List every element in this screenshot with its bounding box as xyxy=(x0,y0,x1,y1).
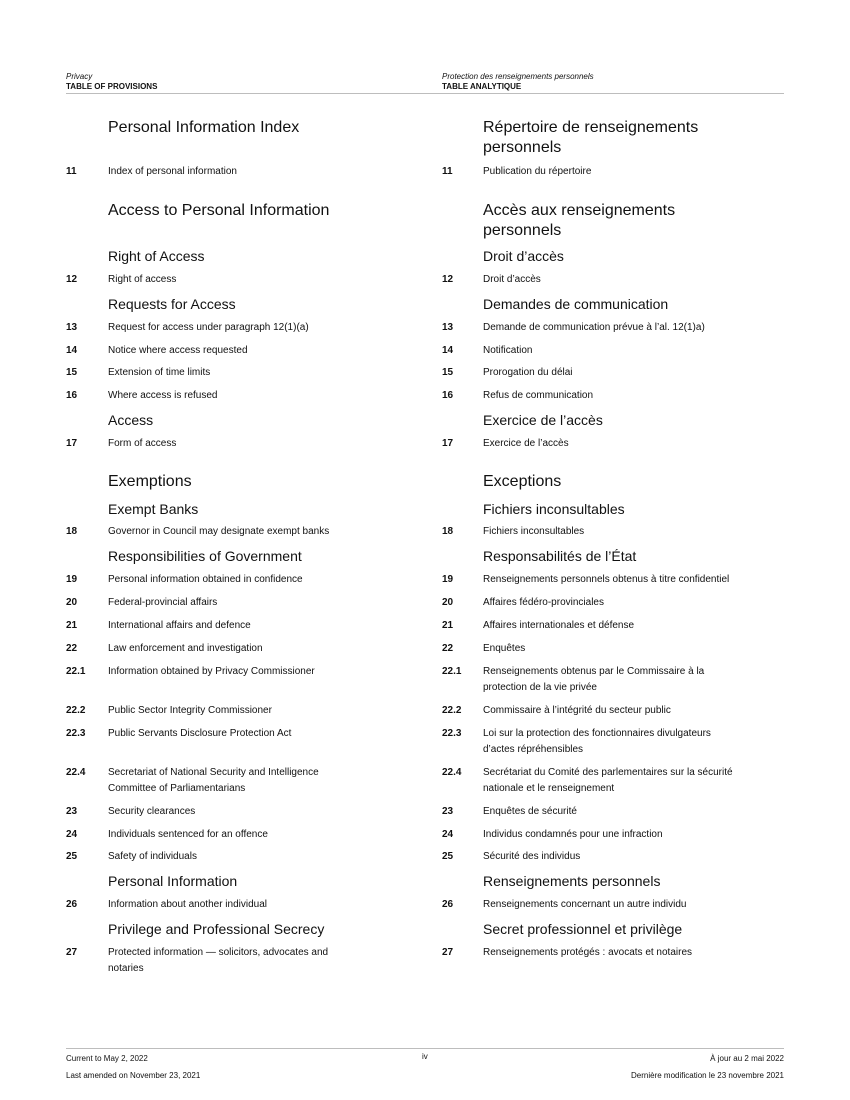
section-number: 18 xyxy=(66,526,78,537)
section-link[interactable]: Public Servants Disclosure Protection Act xyxy=(108,728,292,739)
section-link[interactable]: Affaires fédéro-provinciales xyxy=(483,597,604,608)
section-number: 14 xyxy=(66,345,78,356)
section-number: 22.4 xyxy=(442,767,462,778)
section-link[interactable] xyxy=(483,765,733,796)
section-number: 23 xyxy=(66,806,78,817)
section-number: 22.2 xyxy=(66,705,86,716)
section-link[interactable]: Enquêtes xyxy=(483,643,526,654)
section-link[interactable]: Notification xyxy=(483,345,533,356)
section-link[interactable]: Fichiers inconsultables xyxy=(483,526,585,537)
section-link[interactable]: Demande de communication prévue à l’al. 12(1)a) xyxy=(483,322,705,333)
heading-line: Accès aux renseignements xyxy=(483,202,676,219)
section-number: 20 xyxy=(66,597,78,608)
subheading-droit-d-acces: Droit d’accès xyxy=(483,248,564,264)
section-number: 22.3 xyxy=(66,728,86,739)
section-link[interactable]: Safety of individuals xyxy=(108,851,197,862)
footer-last-amended: Last amended on November 23, 2021 xyxy=(66,1071,201,1080)
section-number: 24 xyxy=(442,829,454,840)
header-section-title-fr: TABLE ANALYTIQUE xyxy=(442,82,522,91)
section-number: 25 xyxy=(66,851,78,862)
section-link-line: notaries xyxy=(108,962,144,974)
heading-line: Répertoire de renseignements xyxy=(483,119,699,136)
section-number: 24 xyxy=(66,829,78,840)
section-number: 12 xyxy=(442,274,454,285)
section-link-line: Renseignements obtenus par le Commissaire à la xyxy=(483,666,705,677)
section-number: 23 xyxy=(442,806,454,817)
section-number: 15 xyxy=(442,367,454,378)
subheading-demandes-de-communication: Demandes de communication xyxy=(483,296,669,312)
section-number: 18 xyxy=(442,526,454,537)
section-link[interactable] xyxy=(483,726,711,757)
section-link-line: Loi sur la protection des fonctionnaires divulgateurs xyxy=(483,728,711,739)
heading-acces-aux-renseignements xyxy=(483,201,675,241)
page-number: iv xyxy=(422,1052,428,1061)
section-link-line: d’actes répréhensibles xyxy=(483,743,584,755)
section-link[interactable]: Commissaire à l’intégrité du secteur public xyxy=(483,705,671,716)
section-link-line: Secretariat of National Security and Intelligence xyxy=(108,767,319,778)
section-link[interactable]: Individus condamnés pour une infraction xyxy=(483,829,663,840)
section-number: 22 xyxy=(66,643,78,654)
section-link[interactable]: Renseignements personnels obtenus à titre confidentiel xyxy=(483,574,730,585)
section-number: 26 xyxy=(66,899,78,910)
section-link[interactable]: Sécurité des individus xyxy=(483,851,581,862)
heading-access-to-personal-information: Access to Personal Information xyxy=(108,202,330,219)
section-link[interactable]: Law enforcement and investigation xyxy=(108,643,263,654)
section-link[interactable]: Information about another individual xyxy=(108,899,267,910)
subheading-fichiers-inconsultables: Fichiers inconsultables xyxy=(483,501,625,517)
header-act-title-fr: Protection des renseignements personnels xyxy=(442,72,594,81)
heading-personal-information-index: Personal Information Index xyxy=(108,119,300,136)
section-link[interactable]: Security clearances xyxy=(108,806,196,817)
section-link[interactable]: Right of access xyxy=(108,274,177,285)
section-number: 22 xyxy=(442,643,454,654)
section-number: 25 xyxy=(442,851,454,862)
section-number: 19 xyxy=(442,574,454,585)
section-number: 12 xyxy=(66,274,78,285)
section-link[interactable]: Public Sector Integrity Commissioner xyxy=(108,705,272,716)
section-number: 21 xyxy=(66,620,78,631)
section-link[interactable]: Notice where access requested xyxy=(108,345,248,356)
subheading-secret-professionnel: Secret professionnel et privilège xyxy=(483,921,683,937)
section-number: 16 xyxy=(442,390,454,401)
subheading-personal-information: Personal Information xyxy=(108,873,238,889)
section-link[interactable]: Renseignements protégés : avocats et notaires xyxy=(483,947,693,958)
section-number: 15 xyxy=(66,367,78,378)
section-link[interactable] xyxy=(483,664,704,695)
header-section-title: TABLE OF PROVISIONS xyxy=(66,82,158,91)
section-number: 26 xyxy=(442,899,454,910)
section-link-line: Protected information — solicitors, advocates and xyxy=(108,947,329,958)
subheading-responsabilites-de-l-etat: Responsabilités de l’État xyxy=(483,548,637,564)
subheading-privilege-and-professional-secrecy: Privilege and Professional Secrecy xyxy=(108,921,325,937)
subheading-requests-for-access: Requests for Access xyxy=(108,296,236,312)
section-number: 13 xyxy=(442,322,454,333)
heading-exemptions: Exemptions xyxy=(108,473,192,490)
heading-repertoire xyxy=(483,118,698,158)
section-number: 13 xyxy=(66,322,78,333)
section-link[interactable]: Affaires internationales et défense xyxy=(483,620,635,631)
section-number: 19 xyxy=(66,574,78,585)
section-number: 27 xyxy=(442,947,454,958)
section-link[interactable]: Renseignements concernant un autre individu xyxy=(483,899,687,910)
section-number: 22.3 xyxy=(442,728,462,739)
section-number: 22.4 xyxy=(66,767,86,778)
section-link[interactable]: Publication du répertoire xyxy=(483,166,592,177)
footer-current-to-fr: À jour au 2 mai 2022 xyxy=(710,1054,784,1063)
section-link[interactable]: Extension of time limits xyxy=(108,367,211,378)
section-number: 21 xyxy=(442,620,454,631)
section-number: 22.1 xyxy=(442,666,462,677)
section-number: 17 xyxy=(442,438,454,449)
section-link-line: Committee of Parliamentarians xyxy=(108,782,246,794)
subheading-exercice-de-l-acces: Exercice de l’accès xyxy=(483,412,603,428)
section-number: 22.2 xyxy=(442,705,462,716)
heading-exceptions: Exceptions xyxy=(483,473,562,490)
section-number: 14 xyxy=(442,345,454,356)
footer-rule xyxy=(66,1048,784,1049)
section-link-line: nationale et le renseignement xyxy=(483,782,615,794)
section-number: 27 xyxy=(66,947,78,958)
section-link[interactable]: Index of personal information xyxy=(108,166,237,177)
section-link[interactable]: Governor in Council may designate exempt banks xyxy=(108,526,330,537)
section-link[interactable]: Federal-provincial affairs xyxy=(108,597,218,608)
section-number: 22.1 xyxy=(66,666,86,677)
section-number: 11 xyxy=(442,166,453,177)
heading-line: personnels xyxy=(483,139,562,156)
heading-line: personnels xyxy=(483,222,562,239)
section-link[interactable]: Refus de communication xyxy=(483,390,594,401)
section-link[interactable]: International affairs and defence xyxy=(108,620,251,631)
section-link-line: Secrétariat du Comité des parlementaires sur la sécurité xyxy=(483,767,733,778)
section-link[interactable]: Individuals sentenced for an offence xyxy=(108,829,268,840)
section-link[interactable]: Exercice de l’accès xyxy=(483,438,569,449)
section-link-line: protection de la vie privée xyxy=(483,681,597,693)
footer-last-amended-fr: Dernière modification le 23 novembre 2021 xyxy=(631,1071,784,1080)
footer-current-to: Current to May 2, 2022 xyxy=(66,1054,148,1063)
subheading-renseignements-personnels: Renseignements personnels xyxy=(483,873,661,889)
subheading-responsibilities-of-government: Responsibilities of Government xyxy=(108,548,302,564)
section-number: 16 xyxy=(66,390,78,401)
section-number: 20 xyxy=(442,597,454,608)
section-link[interactable]: Where access is refused xyxy=(108,390,218,401)
subheading-exempt-banks: Exempt Banks xyxy=(108,501,199,517)
subheading-right-of-access: Right of Access xyxy=(108,248,205,264)
section-link[interactable]: Information obtained by Privacy Commissioner xyxy=(108,666,315,677)
section-number: 11 xyxy=(66,166,77,177)
subheading-access: Access xyxy=(108,412,154,428)
section-link[interactable]: Prorogation du délai xyxy=(483,367,573,378)
section-link[interactable]: Personal information obtained in confidence xyxy=(108,574,303,585)
section-link[interactable]: Form of access xyxy=(108,438,177,449)
header-act-title: Privacy xyxy=(66,72,93,81)
section-link[interactable]: Enquêtes de sécurité xyxy=(483,806,577,817)
section-link[interactable]: Droit d’accès xyxy=(483,274,541,285)
section-link[interactable]: Request for access under paragraph 12(1)(a) xyxy=(108,322,309,333)
section-number: 17 xyxy=(66,438,78,449)
